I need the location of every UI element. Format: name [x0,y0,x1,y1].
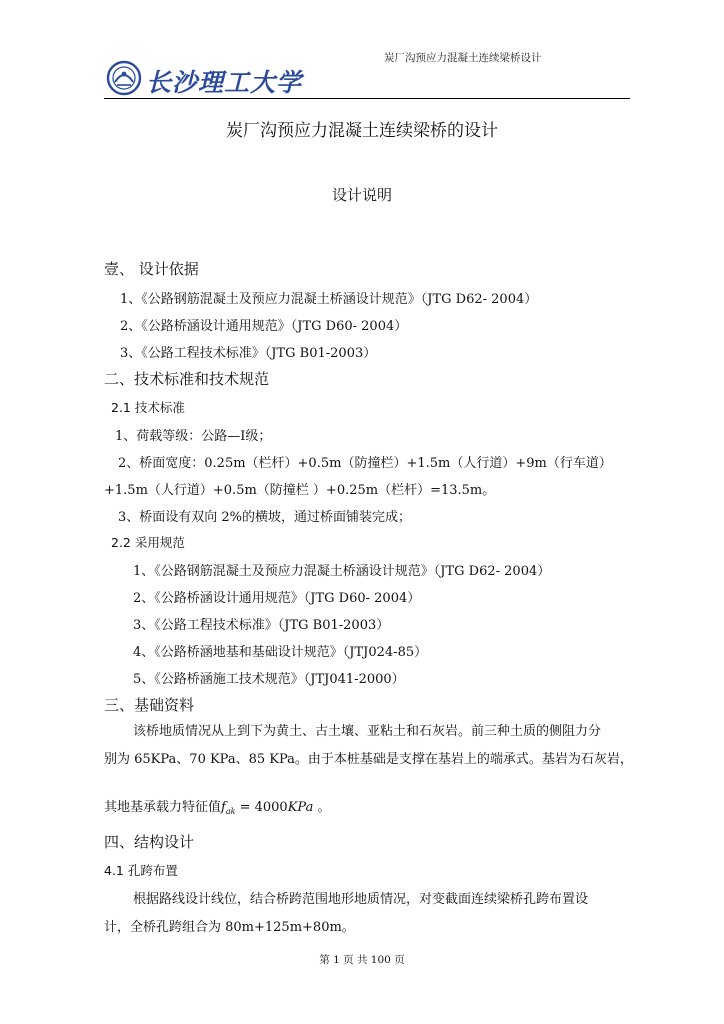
document-subtitle: 设计说明 [331,186,392,204]
load-grade-line: 1、荷载等级：公路—Ⅰ级； [115,429,272,444]
university-logo [106,60,303,97]
code-list-item: 4、《公路桥涵地基和基础设计规范》（JTJ024-85） [133,645,428,660]
formula-value: = 4000 [235,800,288,815]
section-2-heading: 二、技术标准和技术规范 [104,370,270,388]
section-4-heading: 四、结构设计 [104,833,195,851]
span-layout-line-2: 计，全桥孔跨组合为 80m+125m+80m。 [104,920,355,935]
section-1-item: 1、《公路钢筋混凝土及预应力混凝土桥涵设计规范》（JTG D62- 2004） [120,292,538,307]
section-1-heading: 壹、 设计依据 [104,260,199,278]
deck-width-line-1: 2、桥面宽度：0.25m（栏杆）+0.5m（防撞栏）+1.5m（人行道）+9m（行车道） [118,456,612,471]
section-1-item: 3、《公路工程技术标准》（JTG B01-2003） [120,346,377,361]
geology-paragraph-line-1: 该桥地质情况从上到下为黄土、古土壤、亚粘土和石灰岩。前三种土质的侧阻力分 [133,724,602,739]
geology-paragraph-line-2: 别为 65KPa、70 KPa、85 KPa。由于本桩基础是支撑在基岩上的端承式。基岩为石灰岩， [104,752,633,767]
code-list-item: 2、《公路桥涵设计通用规范》（JTG D60- 2004） [133,591,421,606]
code-list-item: 5、《公路桥涵施工技术规范》（JTJ041-2000） [133,672,405,687]
section-3-heading: 三、基础资料 [104,696,195,714]
formula-subscript: ak [225,807,236,816]
subsection-2-1-heading: 2.1 技术标准 [111,400,185,415]
code-list-item: 1、《公路钢筋混凝土及预应力混凝土桥涵设计规范》（JTG D62- 2004） [133,564,551,579]
formula-end: 。 [313,800,331,815]
subsection-2-2-heading: 2.2 采用规范 [111,535,185,550]
formula-unit: KPa [287,800,314,815]
formula-prefix: 其地基承载力特征值 [104,800,222,815]
cross-slope-line: 3、桥面设有双向 2%的横坡，通过桥面铺装完成； [118,510,412,525]
university-name-calligraphy: 长沙理工大学 [146,68,303,97]
formula-symbol: f [221,800,226,815]
bearing-capacity-formula-line [104,796,330,816]
running-header-title: 炭厂沟预应力混凝土连续梁桥设计 [384,52,542,64]
subsection-4-1-heading: 4.1 孔跨布置 [104,863,178,878]
section-1-item: 2、《公路桥涵设计通用规范》（JTG D60- 2004） [120,319,408,334]
deck-width-line-2: +1.5m（人行道）+0.5m（防撞栏 ）+0.25m（栏杆）=13.5m。 [104,483,496,498]
span-layout-line-1: 根据路线设计线位，结合桥跨范围地形地质情况，对变截面连续梁桥孔跨布置设 [133,892,589,907]
page-number: 第 1 页 共 100 页 [319,954,405,966]
code-list-item: 3、《公路工程技术标准》（JTG B01-2003） [133,618,390,633]
header-divider [104,98,630,99]
document-title: 炭厂沟预应力混凝土连续梁桥的设计 [226,121,498,141]
